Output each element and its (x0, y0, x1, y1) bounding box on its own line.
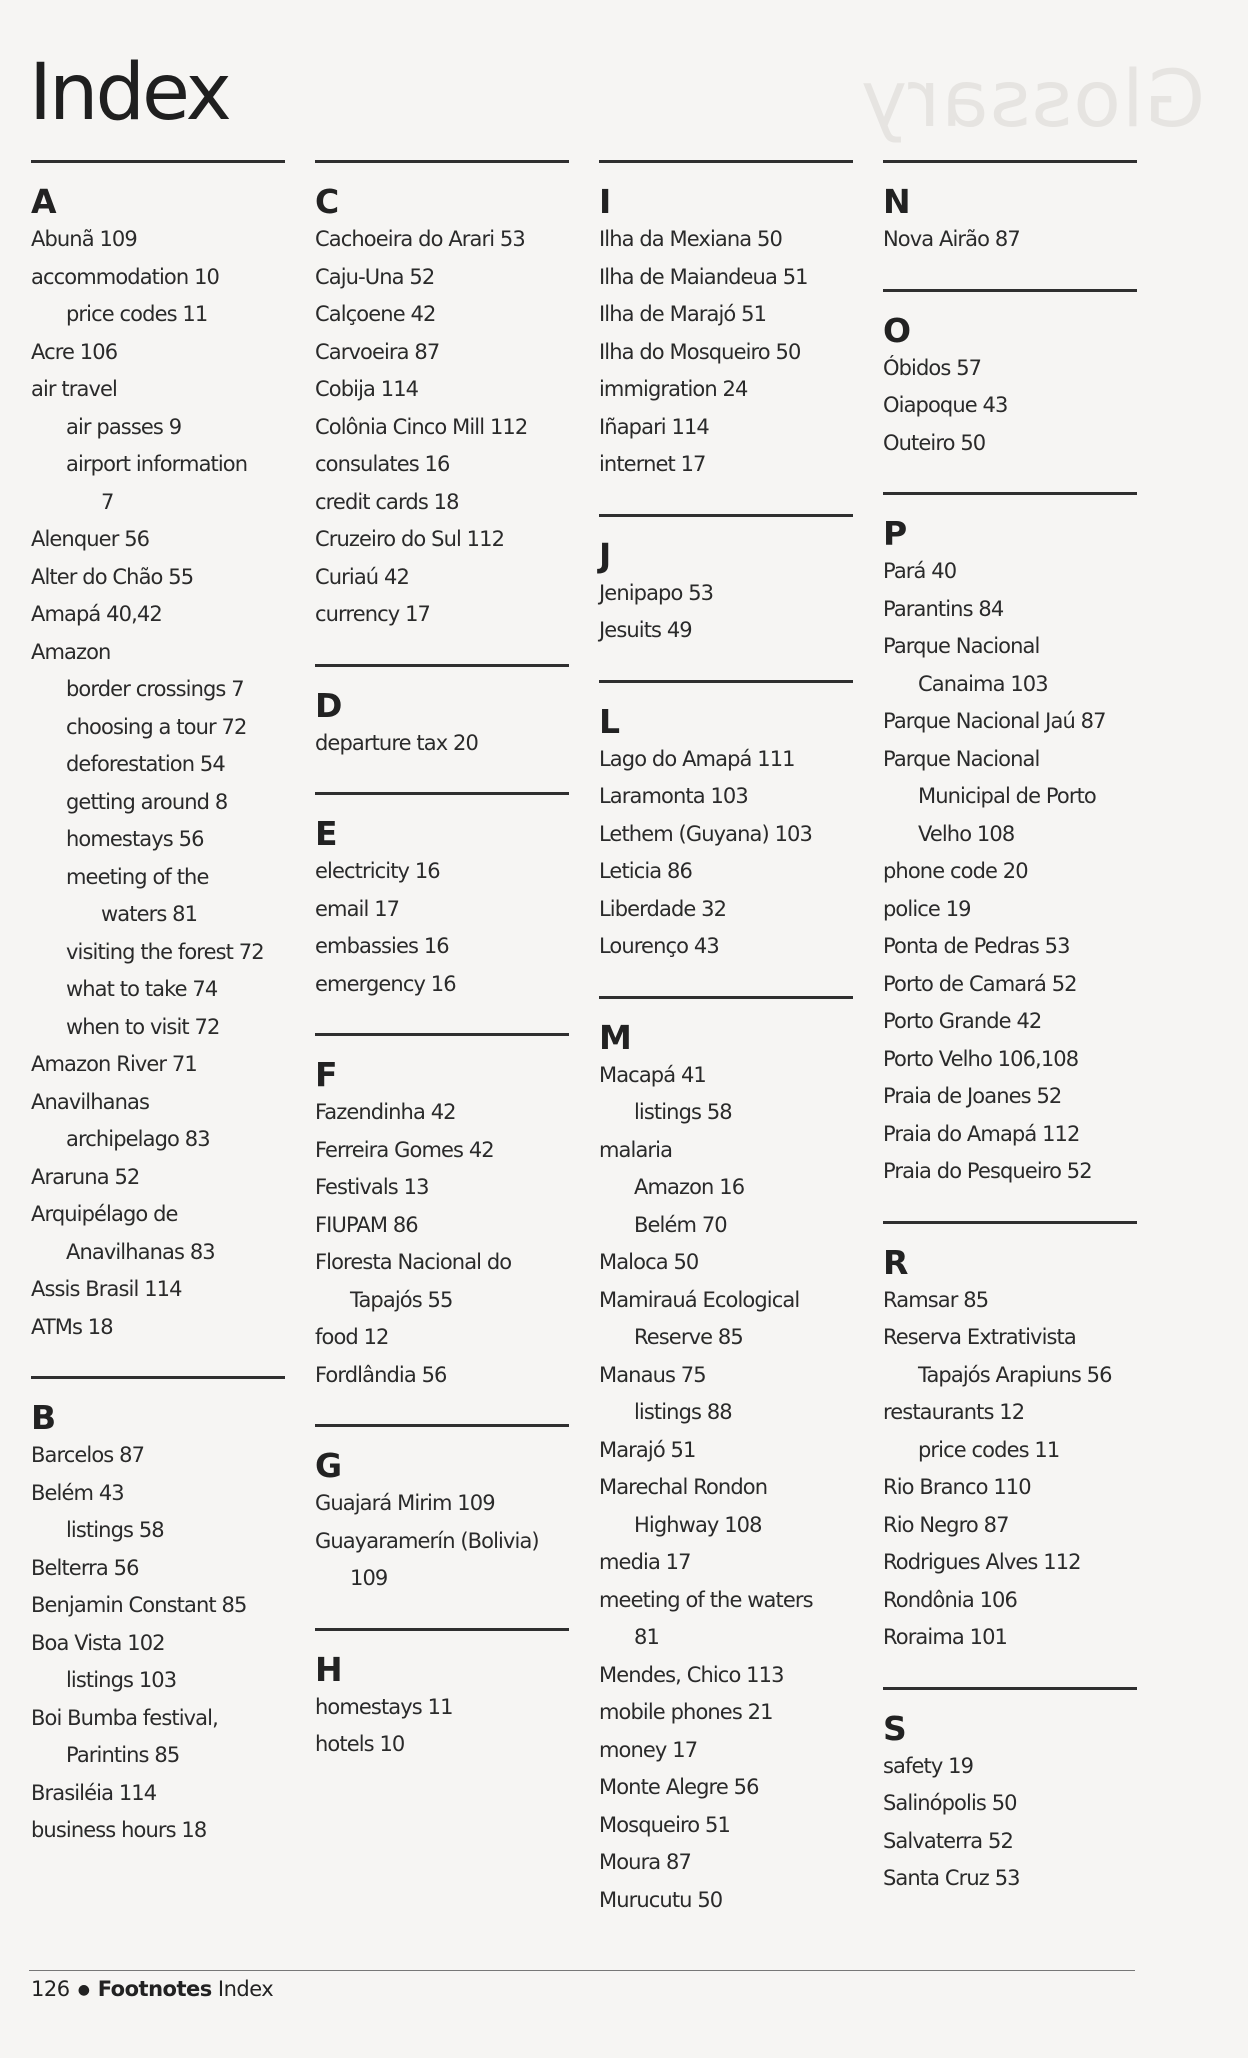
section-letter: S (883, 1708, 907, 1748)
index-entry: Lethem (Guyana) 103 (599, 821, 812, 846)
index-entry: Moura 87 (599, 1850, 691, 1874)
index-entry: Calçoene 42 (315, 302, 436, 326)
index-section-j (599, 514, 859, 650)
page-number: 126 (31, 1977, 70, 2001)
index-entry: Ramsar 85 (883, 1287, 989, 1312)
index-entry: Mosqueiro 51 (599, 1812, 730, 1837)
section-letter: L (599, 701, 621, 741)
index-entry: Macapá 41 (599, 1062, 706, 1087)
index-entry: ATMs 18 (31, 1314, 113, 1339)
index-entry: Fazendinha 42 (315, 1100, 456, 1124)
index-entry: Brasiléia 114 (31, 1780, 157, 1805)
index-entry: Alter do Chão 55 (31, 564, 194, 589)
index-entry: Fordlândia 56 (315, 1362, 447, 1387)
index-entry: accommodation 10 (31, 264, 219, 289)
index-entry: Santa Cruz 53 (883, 1866, 1020, 1890)
index-entry: Ilha do Mosqueiro 50 (599, 339, 801, 364)
index-entry: Rodrigues Alves 112 (883, 1550, 1081, 1574)
entry-list (883, 1748, 1143, 1898)
index-entry: Manaus 75 (599, 1362, 706, 1387)
index-entry: Parque Nacional Jaú 87 (883, 709, 1106, 733)
section-rule (315, 792, 569, 795)
section-rule (315, 664, 569, 667)
index-entry-continuation: Tapajós Arapiuns 56 (918, 1362, 1112, 1387)
section-rule (883, 289, 1137, 292)
index-entry: embassies 16 (315, 934, 449, 958)
index-entry: Marajó 51 (599, 1437, 696, 1462)
index-entry: Curiaú 42 (315, 564, 409, 589)
section-letter: F (315, 1055, 338, 1094)
index-entry: Assis Brasil 114 (31, 1277, 182, 1301)
section-rule (31, 1376, 285, 1379)
index-entry: Boa Vista 102 (31, 1630, 165, 1655)
index-entry: Mendes, Chico 113 (599, 1662, 784, 1687)
section-letter: E (315, 814, 338, 853)
index-subentry: waters 81 (101, 902, 198, 926)
entry-list (599, 741, 859, 966)
index-entry: Jenipapo 53 (599, 580, 714, 605)
index-column-4 (883, 160, 1143, 1928)
index-entry: Rio Negro 87 (883, 1512, 1009, 1537)
index-entry: Ponta de Pedras 53 (883, 934, 1070, 958)
index-entry: internet 17 (599, 452, 706, 476)
index-section-e (315, 792, 575, 1003)
index-subentry: meeting of the (66, 864, 209, 889)
bullet-icon: ● (77, 1982, 90, 1998)
index-section-i (599, 160, 859, 484)
entry-list (315, 1094, 575, 1394)
section-letter: A (31, 182, 57, 221)
index-entry: Araruna 52 (31, 1164, 140, 1189)
index-entry: Rondônia 106 (883, 1587, 1017, 1612)
index-subentry: deforestation 54 (66, 752, 225, 776)
index-entry: departure tax 20 (315, 730, 478, 755)
index-entry: Marechal Rondon (599, 1475, 768, 1499)
section-rule (599, 514, 853, 517)
section-letter: N (883, 182, 911, 221)
index-entry: Amazon (31, 639, 111, 664)
section-letter: C (315, 182, 340, 221)
index-section-n (883, 160, 1143, 259)
index-entry: electricity 16 (315, 859, 440, 883)
index-subentry: Amazon 16 (634, 1175, 745, 1199)
index-entry: Reserva Extrativista (883, 1325, 1076, 1349)
entry-list (315, 221, 575, 634)
entry-list (599, 221, 859, 484)
index-entry: Murucutu 50 (599, 1887, 723, 1912)
index-section-c (315, 160, 575, 634)
index-entry: Praia do Pesqueiro 52 (883, 1159, 1092, 1183)
section-letter: O (883, 310, 912, 350)
index-subentry: border crossings 7 (66, 677, 244, 701)
section-rule (883, 492, 1137, 495)
index-entry-continuation: Reserve 85 (634, 1325, 743, 1349)
index-entry: Guajará Mirim 109 (315, 1491, 495, 1515)
index-entry: media 17 (599, 1550, 691, 1574)
index-entry: Óbidos 57 (883, 355, 982, 380)
index-entry: Cobija 114 (315, 377, 419, 401)
index-subentry: what to take 74 (66, 977, 218, 1001)
section-letter: D (315, 685, 343, 725)
index-entry: Rio Branco 110 (883, 1475, 1031, 1499)
index-entry: Pará 40 (883, 559, 957, 583)
entry-list (883, 350, 1143, 463)
entry-list (315, 853, 575, 1003)
index-subentry: when to visit 72 (66, 1014, 220, 1039)
section-rule (599, 680, 853, 683)
index-subentry: visiting the forest 72 (66, 939, 264, 964)
index-section-b (31, 1376, 291, 1850)
index-entry: Arquipélago de (31, 1202, 178, 1226)
index-section-f (315, 1033, 575, 1394)
index-subentry: 7 (101, 489, 114, 514)
section-rule (315, 1033, 569, 1036)
index-entry: FIUPAM 86 (315, 1212, 418, 1237)
section-rule (599, 160, 853, 163)
entry-list (599, 575, 859, 650)
index-entry: Praia do Amapá 112 (883, 1121, 1080, 1146)
index-column-2 (315, 160, 575, 1794)
entry-list (883, 1282, 1143, 1657)
section-rule (883, 1687, 1137, 1690)
index-entry: immigration 24 (599, 377, 748, 401)
index-entry: Belém 43 (31, 1480, 124, 1505)
index-entry: Floresta Nacional do (315, 1250, 512, 1274)
section-rule (599, 996, 853, 999)
index-section-a (31, 160, 291, 1346)
index-entry: Salvaterra 52 (883, 1828, 1013, 1853)
index-section-p (883, 492, 1143, 1191)
index-entry-continuation: Anavilhanas 83 (66, 1239, 215, 1264)
index-entry: Salinópolis 50 (883, 1791, 1017, 1815)
index-section-r (883, 1221, 1143, 1657)
index-column-1 (31, 160, 291, 1880)
index-entry: Porto Velho 106,108 (883, 1046, 1079, 1071)
section-letter: M (599, 1017, 632, 1057)
book-title: Footnotes (97, 1977, 212, 2001)
index-entry: meeting of the waters (599, 1587, 813, 1612)
index-subentry: homestays 56 (66, 827, 204, 851)
index-entry: Abunã 109 (31, 227, 137, 251)
index-entry: currency 17 (315, 602, 430, 626)
index-section-h (315, 1628, 575, 1764)
index-section-g (315, 1424, 575, 1598)
section-letter: J (599, 535, 612, 575)
index-subentry: listings 88 (634, 1400, 732, 1424)
index-entry: Praia de Joanes 52 (883, 1084, 1062, 1108)
entry-list (315, 1689, 575, 1764)
index-section-o (883, 289, 1143, 463)
index-subentry: price codes 11 (66, 302, 208, 326)
index-entry: Lourenço 43 (599, 934, 719, 958)
index-entry: safety 19 (883, 1753, 974, 1778)
index-entry: Belterra 56 (31, 1555, 139, 1580)
index-entry: Parantins 84 (883, 596, 1004, 621)
index-subentry: airport information (66, 452, 248, 476)
index-entry: emergency 16 (315, 971, 456, 996)
index-entry-continuation: Highway 108 (634, 1512, 762, 1537)
index-entry: Oiapoque 43 (883, 393, 1008, 417)
ghost-glossary-title: Glossary (860, 55, 1206, 145)
index-entry-continuation: Canaima 103 (918, 671, 1048, 696)
section-letter: B (31, 1398, 57, 1437)
entry-list (31, 221, 291, 1346)
index-entry: Boi Bumba festival, (31, 1705, 218, 1730)
index-entry: food 12 (315, 1325, 389, 1349)
index-entry: Parque Nacional (883, 746, 1040, 771)
section-rule (315, 160, 569, 163)
section-letter: G (315, 1446, 343, 1485)
index-entry: Amazon River 71 (31, 1052, 197, 1076)
index-entry: consulates 16 (315, 452, 450, 476)
index-entry-continuation: Velho 108 (918, 821, 1015, 846)
index-subentry: getting around 8 (66, 789, 228, 814)
index-subentry: choosing a tour 72 (66, 714, 247, 739)
index-section-l (599, 680, 859, 966)
index-entry: Cruzeiro do Sul 112 (315, 527, 505, 551)
index-entry: Ilha de Marajó 51 (599, 302, 767, 326)
index-entry: police 19 (883, 896, 971, 921)
index-entry: Carvoeira 87 (315, 339, 440, 364)
index-entry: Jesuits 49 (599, 618, 692, 642)
index-entry: Maloca 50 (599, 1250, 699, 1274)
index-entry: Ilha de Maiandeua 51 (599, 264, 808, 289)
entry-list (315, 725, 575, 763)
index-section-m (599, 996, 859, 1920)
index-entry: phone code 20 (883, 859, 1028, 883)
entry-list (599, 1057, 859, 1920)
index-entry: Festivals 13 (315, 1175, 429, 1199)
index-subentry: price codes 11 (918, 1437, 1060, 1462)
section-rule (315, 1628, 569, 1631)
index-entry: Mamirauá Ecological (599, 1287, 800, 1312)
index-entry: restaurants 12 (883, 1400, 1025, 1424)
section-letter: P (883, 514, 908, 553)
index-column-3 (599, 160, 859, 1949)
index-entry: air travel (31, 377, 117, 401)
index-entry: Ilha da Mexiana 50 (599, 227, 782, 251)
index-entry-continuation: archipelago 83 (66, 1127, 210, 1151)
entry-list (315, 1485, 575, 1598)
footer-rule (29, 1970, 1135, 1971)
index-entry: malaria (599, 1137, 673, 1162)
index-subentry: listings 58 (634, 1100, 732, 1124)
index-entry: Porto Grande 42 (883, 1009, 1042, 1033)
index-subentry: listings 103 (66, 1668, 177, 1692)
index-entry: mobile phones 21 (599, 1700, 773, 1724)
entry-list (883, 221, 1143, 259)
index-entry: Laramonta 103 (599, 784, 748, 808)
section-rule (883, 1221, 1137, 1224)
index-entry: Acre 106 (31, 339, 118, 364)
index-section-s (883, 1687, 1143, 1898)
index-entry: Nova Airão 87 (883, 227, 1020, 251)
index-subentry: air passes 9 (66, 414, 182, 439)
index-entry-continuation: Municipal de Porto (918, 784, 1096, 808)
section-letter: H (315, 1649, 343, 1689)
index-entry: Alenquer 56 (31, 527, 150, 551)
section-rule (883, 160, 1137, 163)
index-entry: homestays 11 (315, 1694, 453, 1719)
index-entry: Barcelos 87 (31, 1443, 145, 1467)
index-entry: Roraima 101 (883, 1625, 1008, 1649)
index-entry-continuation: 109 (350, 1566, 388, 1590)
index-subentry: listings 58 (66, 1518, 164, 1542)
section-rule (315, 1424, 569, 1427)
index-entry: Amapá 40,42 (31, 602, 162, 626)
index-entry-continuation: Tapajós 55 (350, 1287, 453, 1312)
index-entry: credit cards 18 (315, 489, 459, 514)
index-entry: Guayaramerín (Bolivia) (315, 1528, 539, 1553)
index-entry: Iñapari 114 (599, 414, 709, 439)
index-entry: Parque Nacional (883, 634, 1040, 658)
index-entry: money 17 (599, 1737, 698, 1762)
index-entry: business hours 18 (31, 1818, 207, 1842)
index-entry: Colônia Cinco Mill 112 (315, 414, 528, 439)
index-entry: Ferreira Gomes 42 (315, 1137, 494, 1162)
index-entry-continuation: 81 (634, 1625, 659, 1649)
page-footer (31, 1974, 273, 2005)
page-title: Index (29, 48, 229, 138)
section-name: Index (217, 1977, 274, 2001)
entry-list (883, 553, 1143, 1191)
index-entry: Monte Alegre 56 (599, 1775, 759, 1799)
section-rule (31, 160, 285, 163)
index-entry-continuation: Parintins 85 (66, 1743, 180, 1767)
index-section-d (315, 664, 575, 763)
index-entry: Outeiro 50 (883, 430, 986, 455)
index-entry: Anavilhanas (31, 1089, 150, 1114)
index-entry: Leticia 86 (599, 859, 692, 883)
index-entry: Cachoeira do Arari 53 (315, 227, 525, 251)
index-entry: Benjamin Constant 85 (31, 1593, 247, 1617)
index-entry: Lago do Amapá 111 (599, 746, 795, 771)
index-subentry: Belém 70 (634, 1212, 727, 1237)
section-letter: I (599, 182, 612, 221)
section-letter: R (883, 1242, 909, 1282)
entry-list (31, 1437, 291, 1850)
index-entry: hotels 10 (315, 1732, 405, 1756)
index-entry: email 17 (315, 896, 400, 921)
index-entry: Caju-Una 52 (315, 264, 435, 289)
index-entry: Porto de Camará 52 (883, 971, 1077, 996)
index-entry: Liberdade 32 (599, 896, 727, 921)
